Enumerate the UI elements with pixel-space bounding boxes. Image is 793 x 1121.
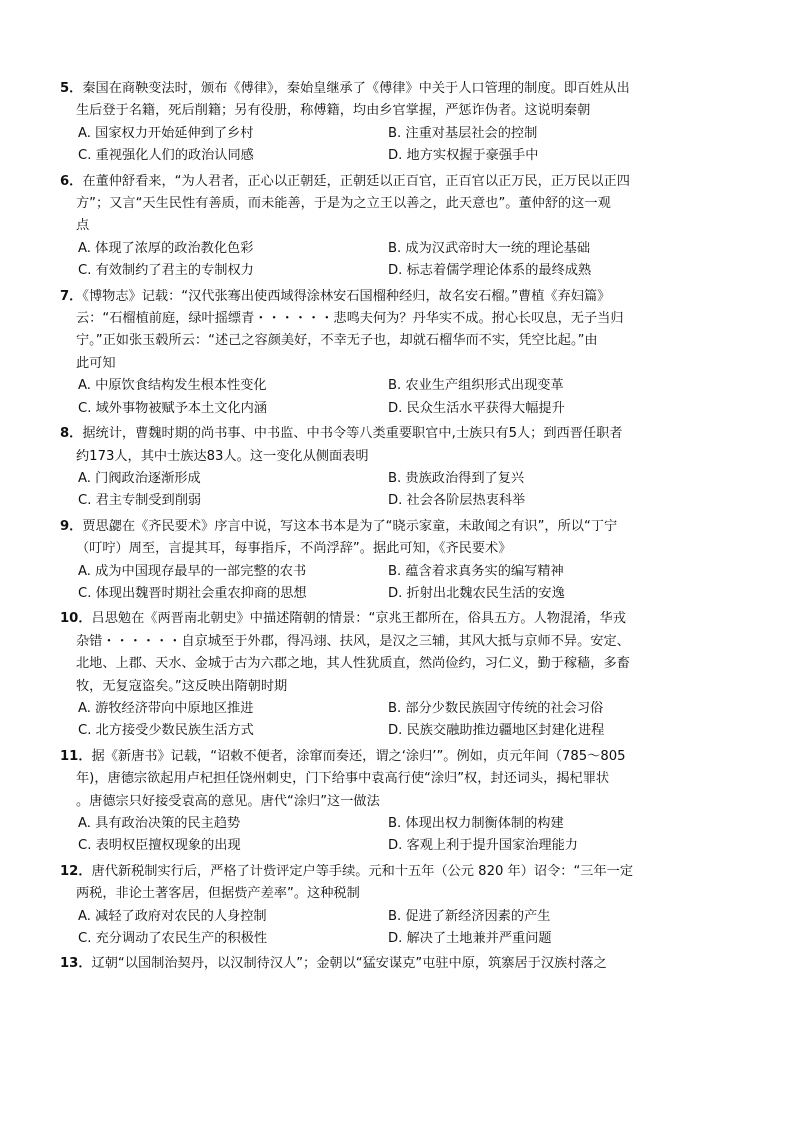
question-stem-line xyxy=(60,768,720,790)
answer-option-d[interactable]: D. 折射出北魏农民生活的安逸 xyxy=(388,585,565,601)
question-text: 两税，非论土著客居，但据赀产差率”。这种税制 xyxy=(76,886,360,902)
question-text: 据统计，曹魏时期的尚书事、中书监、中书令等八类重要职官中,士族只有5人；到西晋任职者 xyxy=(82,426,623,442)
answer-option-b[interactable]: B. 部分少数民族固守传统的社会习俗 xyxy=(388,700,604,716)
question-text: 。唐德宗只好接受袁高的意见。唐代“涂归”这一做法 xyxy=(76,793,380,809)
answer-options xyxy=(60,238,720,283)
answer-options xyxy=(60,468,720,513)
answer-option-c[interactable]: C. 体现出魏晋时期社会重农抑商的思想 xyxy=(78,585,307,601)
answer-option-d[interactable]: D. 客观上利于提升国家治理能力 xyxy=(388,838,578,854)
answer-options xyxy=(60,375,720,420)
question-number: 7． xyxy=(60,288,83,304)
question-stem-line xyxy=(60,676,720,698)
question-stem-line xyxy=(60,193,720,215)
question-text: 年)，唐德宗欲起用卢杞担任饶州刺史，门下给事中袁高行使“涂归”权，封还词头，揭杞罪状 xyxy=(76,771,610,787)
answer-option-a[interactable]: A. 减轻了政府对农民的人身控制 xyxy=(78,908,267,924)
answer-options xyxy=(60,906,720,951)
question-stem-line xyxy=(60,608,720,630)
question-text: 牧，无复寇盗矣。”这反映出隋朝时期 xyxy=(76,678,288,694)
question-stem-line xyxy=(60,423,720,445)
answer-option-a[interactable]: A. 国家权力开始延伸到了乡村 xyxy=(78,125,254,141)
question-stem-line xyxy=(60,353,720,375)
answer-option-a[interactable]: A. 中原饮食结构发生根本性变化 xyxy=(78,378,267,394)
question-stem-line xyxy=(60,953,720,975)
question-text: 约173人，其中士族达83人。这一变化从侧面表明 xyxy=(76,448,369,464)
question-number: 10． xyxy=(60,611,92,627)
answer-option-c[interactable]: C. 充分调动了农民生产的积极性 xyxy=(78,931,268,947)
answer-option-b[interactable]: B. 成为汉武帝时大一统的理论基础 xyxy=(388,240,591,256)
question-stem-line xyxy=(60,791,720,813)
question-stem-line xyxy=(60,286,720,308)
answer-option-a[interactable]: A. 体现了浓厚的政治教化色彩 xyxy=(78,240,254,256)
question-stem-line xyxy=(60,330,720,352)
question-6 xyxy=(60,171,720,283)
question-12 xyxy=(60,861,720,951)
question-text: 点 xyxy=(76,218,90,234)
question-number: 12． xyxy=(60,863,92,879)
answer-option-d[interactable]: D. 社会各阶层热衷科举 xyxy=(388,493,526,509)
question-stem-line xyxy=(60,631,720,653)
answer-option-b[interactable]: B. 农业生产组织形式出现变革 xyxy=(388,378,564,394)
question-text: 方”；又言“天生民性有善质，而未能善，于是为之立王以善之，此天意也”。董仲舒的这一观 xyxy=(76,196,611,212)
question-number: 6． xyxy=(60,173,83,189)
question-8 xyxy=(60,423,720,513)
question-number: 13． xyxy=(60,956,92,972)
question-stem-line xyxy=(60,538,720,560)
question-text: 秦国在商鞅变法时，颁布《傅律》，秦始皇继承了《傅律》中关于人口管理的制度。即百姓从出 xyxy=(82,81,630,96)
question-number: 8． xyxy=(60,426,83,442)
question-text: 此可知 xyxy=(76,355,116,371)
answer-option-a[interactable]: A. 门阀政治逐渐形成 xyxy=(78,470,201,486)
question-11 xyxy=(60,746,720,858)
answer-option-b[interactable]: B. 蕴含着求真务实的编写精神 xyxy=(388,563,564,579)
answer-option-a[interactable]: A. 成为中国现存最早的一部完整的农书 xyxy=(78,563,307,579)
answer-option-d[interactable]: D. 民众生活水平获得大幅提升 xyxy=(388,400,565,416)
answer-option-d[interactable]: D. 标志着儒学理论体系的最终成熟 xyxy=(388,263,592,279)
answer-option-b[interactable]: B. 贵族政治得到了复兴 xyxy=(388,470,525,486)
question-number: 5． xyxy=(60,81,83,96)
question-stem-line xyxy=(60,446,720,468)
answer-option-d[interactable]: D. 民族交融助推边疆地区封建化进程 xyxy=(388,723,605,739)
question-text: 生后登于名籍，死后削籍；另有役册，称傅籍，均由乡官掌握，严惩诈伪者。这说明秦朝 xyxy=(76,103,591,119)
question-stem-line xyxy=(60,653,720,675)
answer-option-a[interactable]: A. 具有政治决策的民主趋势 xyxy=(78,816,241,831)
question-stem-line xyxy=(60,746,720,768)
question-text: 贾思勰在《齐民要术》序言中说，写这本书本是为了“晓示家童，未敢闻之有识”，所以“丁宁 xyxy=(82,518,618,534)
question-text: 云：“石榴植前庭，绿叶摇缥青・・・・・・悲鸣夫何为？丹华实不成。拊心长叹息，无子当归 xyxy=(76,311,624,327)
answer-option-d[interactable]: D. 地方实权握于豪强手中 xyxy=(388,148,539,164)
answer-option-c[interactable]: C. 有效制约了君主的专制权力 xyxy=(78,263,254,279)
answer-option-c[interactable]: C. 君主专制受到削弱 xyxy=(78,493,202,509)
question-stem-line xyxy=(60,171,720,193)
question-text: 北地、上郡、天水、金城于古为六郡之地，其人性犹质直，然尚俭约，习仁义，勤于稼穑，多畜 xyxy=(76,656,630,672)
question-text: （叮咛）周至，言提其耳，每事指斥，不尚浮辞”。据此可知，《齐民要术》 xyxy=(76,541,512,557)
question-stem-line xyxy=(60,516,720,538)
question-text: 在董仲舒看来，“为人君者，正心以正朝廷，正朝廷以正百官，正百官以正万民，正万民以正四 xyxy=(82,173,630,189)
answer-option-d[interactable]: D. 解决了土地兼并严重问题 xyxy=(388,931,552,947)
question-text: 宁。”正如张玉毂所云：“述己之容颜美好，不幸无子也，却就石榴华而不实，凭空比起。”由 xyxy=(76,333,598,349)
answer-option-a[interactable]: A. 游牧经济带向中原地区推进 xyxy=(78,700,254,716)
question-number: 11． xyxy=(60,748,92,764)
question-5 xyxy=(60,78,720,168)
answer-option-c[interactable]: C. 域外事物被赋予本土文化内涵 xyxy=(78,400,268,416)
question-7 xyxy=(60,286,720,420)
question-text: 唐代新税制实行后，严格了计赀评定户等手续。元和十五年（公元 820 年）诏令：“三年一定 xyxy=(91,863,634,879)
answer-option-c[interactable]: C. 表明权臣擅权现象的出现 xyxy=(78,838,241,854)
question-number: 9． xyxy=(60,518,83,534)
question-text: 杂错・・・・・・自京城至于外郡，得冯翊、扶风，是汉之三辅，其风大抵与京师不异。安定、 xyxy=(76,633,630,649)
question-stem-line xyxy=(60,861,720,883)
question-text: 辽朝“以国制治契丹，以汉制待汉人”；金朝以“猛安谋克”屯驻中原，筑寨居于汉族村落之 xyxy=(91,956,607,972)
question-10 xyxy=(60,608,720,742)
answer-option-c[interactable]: C. 重视强化人们的政治认同感 xyxy=(78,148,254,164)
question-text: 据《新唐书》记载，“诏敕不便者，涂窜而奏还，谓之‘涂归’”。例如，贞元年间（785～805 xyxy=(91,748,626,764)
question-stem-line xyxy=(60,883,720,905)
answer-option-b[interactable]: B. 注重对基层社会的控制 xyxy=(388,125,538,141)
answer-options xyxy=(60,123,720,168)
question-9 xyxy=(60,516,720,606)
question-13 xyxy=(60,953,720,975)
question-stem-line xyxy=(60,100,720,122)
answer-option-c[interactable]: C. 北方接受少数民族生活方式 xyxy=(78,723,254,739)
question-stem-line xyxy=(60,215,720,237)
answer-option-b[interactable]: B. 促进了新经济因素的产生 xyxy=(388,908,551,924)
question-stem-line xyxy=(60,78,720,100)
answer-options xyxy=(60,698,720,743)
exam-page xyxy=(60,78,720,979)
question-stem-line xyxy=(60,308,720,330)
answer-option-b[interactable]: B. 体现出权力制衡体制的构建 xyxy=(388,816,564,831)
answer-options xyxy=(60,813,720,858)
question-text: 吕思勉在《两晋南北朝史》中描述隋朝的情景：“京兆王都所在，俗具五方。人物混淆，华戎 xyxy=(91,611,626,627)
question-text: 《博物志》记载：“汉代张骞出使西域得涂林安石国榴种经归，故名安石榴。”曹植《弃妇篇》 xyxy=(82,288,611,304)
answer-options xyxy=(60,561,720,606)
